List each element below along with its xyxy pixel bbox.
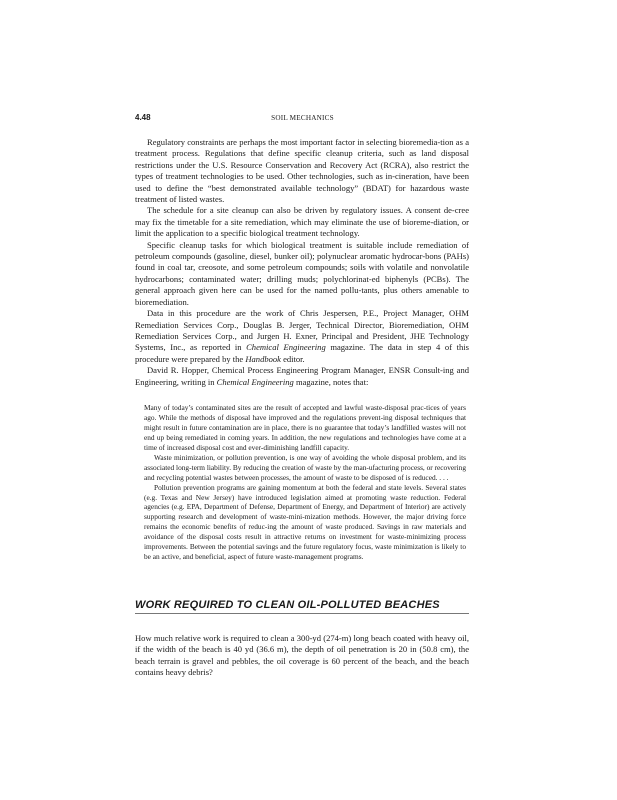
paragraph-schedule: The schedule for a site cleanup can also be driven by regulatory issues. A consent de-cree may fix the timetable for a site remediation, which may eliminate the use of bioreme-diation, or limit the application to a specific biological treatment technology. xyxy=(135,205,469,239)
running-head xyxy=(135,113,470,125)
handbook-title: Handbook xyxy=(245,353,281,364)
magazine-title: Chemical Engineering xyxy=(246,342,326,353)
problem-text: How much relative work is required to clean a 300-yd (274-m) long beach coated with heavy oil, if the width of the beach is 40 yd (36.6 m), the depth of oil penetration is 20 in (50.8 cm), the beach terrain is gravel and pebbles, the oil coverage is 60 percent of the beach, and the beach contains heavy debris? xyxy=(135,633,469,678)
paragraph-regulatory: Regulatory constraints are perhaps the most important factor in selecting bioremedia-tion as a treatment process. Regulations that define specific cleanup criteria, such as land disposal restrictions under the U.S. Resource Conservation and Recovery Act (RCRA), also restrict the types of treatment technologies to be used. Other technologies, such as in-cineration, have been used to define the “best demonstrated available technology” (BDAT) for hazardous waste treatment of listed wastes. xyxy=(135,137,469,205)
quote-paragraph: Many of today’s contaminated sites are the result of accepted and lawful waste-disposal prac-tices of years ago. While the methods of disposal have improved and the regulations prevent-ing disposal techniques that might result in future contamination are in place, there is no guarantee that today’s landfilled wastes will not end up being remediated in coming years. In addition, the new regulations and technologies have come at a time of increased disposal cost and ever-diminishing landfill capacity. xyxy=(144,402,466,452)
block-quote xyxy=(144,403,466,562)
hopper-text: magazine, notes that: xyxy=(293,376,369,387)
credits-text: Data in this procedure are the work of Chris Jespersen, P.E., Project Manager, OHM Remediation Services Corp., Douglas B. Jerger, Technical Director, Bioremediation, OHM Remediation Services Corp., and Jurgen H. Exner, Principal and President, JHE Technology Systems, Inc., as reported in xyxy=(135,308,469,353)
quote-paragraph: Pollution prevention programs are gaining momentum at both the federal and state levels. Several states (e.g. Texas and New Jersey) have introduced legislation aimed at promoting waste reduction. Federal agencies (e.g. EPA, Department of Defense, Department of Energy, and Department of Interior) are actively supporting research and development of waste-mini-mization methods. However, the major driving force remains the economic benefits of reduc-ing the amount of waste produced. Savings in raw materials and avoidance of the disposal costs result in attractive returns on investment for waste-minimizing process improvements. Between the potential savings and the future regulatory focus, waste minimization is likely to be an active, and beneficial, aspect of future waste-management programs. xyxy=(144,482,466,562)
body-text xyxy=(135,137,469,562)
section-heading: WORK REQUIRED TO CLEAN OIL-POLLUTED BEACHES xyxy=(135,599,469,614)
quote-paragraph: Waste minimization, or pollution prevention, is one way of avoiding the whole disposal problem, and its associated long-term liability. By reducing the creation of waste by the man-ufacturing process, or recovering and recycling potential wastes between processes, the amount of waste to be disposed of is reduced. . . . xyxy=(144,452,466,482)
paragraph-cleanup-tasks: Specific cleanup tasks for which biological treatment is suitable include remediation of petroleum compounds (gasoline, diesel, bunker oil); polynuclear aromatic hydrocar-bons (PAHs) found in coal tar, creosote, and some petroleum compounds; soils with volatile and nonvolatile hydrocarbons; contaminated water; drilling muds; polychlorinat-ed biphenyls (PCBs). The general approach given here can be used for the named pollu-tants, plus others amenable to bioremediation. xyxy=(135,239,469,307)
paragraph-hopper xyxy=(135,365,469,388)
credits-text: editor. xyxy=(280,353,305,364)
magazine-title: Chemical Engineering xyxy=(216,376,294,387)
problem-statement xyxy=(135,633,469,679)
page-number: 4.48 xyxy=(135,113,151,122)
hopper-text: David R. Hopper, Chemical Process Engineering Program Manager, ENSR Consult-ing and Engineering, writing in xyxy=(135,365,469,387)
credits-text: magazine. The data in step 4 of this procedure were prepared by the xyxy=(135,342,470,364)
paragraph-credits xyxy=(135,308,469,365)
running-title: SOIL MECHANICS xyxy=(271,114,334,122)
